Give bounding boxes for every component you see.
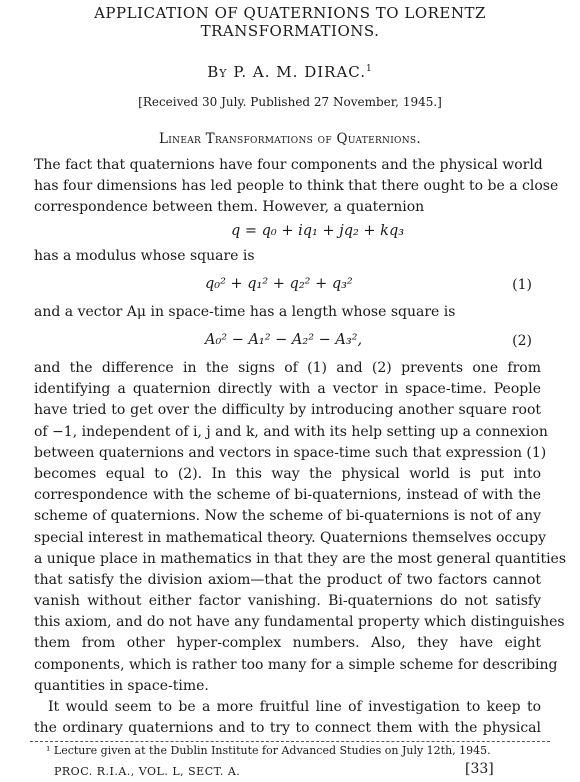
text-line: special interest in mathematical theory. Quaternions themselves occupy (34, 529, 546, 546)
text-line: scheme of quaternions. Now the scheme of bi-quaternions is not of any (34, 508, 541, 525)
equation-quaternion: q = q₀ + iq₁ + jq₂ + kq₃ (231, 223, 405, 239)
text-line: quantities in space-time. (34, 677, 209, 694)
text-line: between quaternions and vectors in space-time such that expression (1) (34, 444, 547, 461)
text-line: and a vector Aμ in space-time has a length whose square is (34, 304, 456, 320)
main-paragraph (34, 358, 567, 697)
footnote-rule (30, 741, 550, 742)
byline-by: By (207, 63, 228, 81)
journal-reference: PROC. R.I.A., VOL. L, SECT. A. (54, 765, 241, 778)
text-line: correspondence with the scheme of bi-quaternions, instead of with the (34, 487, 541, 504)
equation-number-1: (1) (512, 277, 532, 293)
equation-vector-length: A₀² − A₁² − A₂² − A₃², (205, 332, 363, 348)
text-line: has four dimensions has led people to think that there ought to be a close (34, 178, 559, 195)
text-line: the ordinary quaternions and to try to connect them with the physical (34, 720, 541, 737)
text-line: this axiom, and do not have any fundamental property which distinguishes (34, 614, 565, 631)
text-line: have tried to get over the difficulty by introducing another square root (34, 402, 541, 419)
text-line: correspondence between them. However, a quaternion (34, 199, 425, 216)
text-line: vanish without either factor vanishing. Bi-quaternions do not satisfy (34, 593, 541, 610)
text-line: It would seem to be a more fruitful line of investigation to keep to (48, 699, 541, 715)
title-line-2: TRANSFORMATIONS. (200, 22, 380, 40)
footnote: ¹ Lecture given at the Dublin Institute for Advanced Studies on July 12th, 1945. (46, 744, 491, 757)
text-line: and the difference in the signs of (1) and (2) prevents one from (34, 360, 541, 376)
title-line-1: APPLICATION OF QUATERNIONS TO LORENTZ (94, 4, 486, 22)
footnote-mark: 1 (366, 64, 373, 74)
text-line: them from other hyper-complex numbers. Also, they have eight (34, 635, 541, 652)
text-line: The fact that quaternions have four components and the physical world (34, 157, 543, 173)
text-line: of −1, independent of i, j and k, and with its help setting up a connexion (34, 423, 548, 440)
text-line: has a modulus whose square is (34, 248, 255, 264)
text-line: components, which is rather too many for a simple scheme for describing (34, 656, 558, 673)
intro-paragraph (34, 155, 559, 219)
text-line: identifying a quaternion directly with a vector in space-time. People (34, 381, 541, 398)
equation-modulus: q₀² + q₁² + q₂² + q₃² (205, 276, 353, 292)
text-line: a unique place in mathematics in that they are the most general quantities (34, 550, 567, 567)
page-number: [33] (465, 761, 494, 777)
text-line: becomes equal to (2). In this way the physical world is put into (34, 465, 541, 482)
received-dates: [Received 30 July. Published 27 November, 1945.] (138, 95, 442, 109)
byline (0, 63, 580, 81)
equation-number-2: (2) (512, 333, 532, 349)
text-line: that satisfy the division axiom—that the product of two factors cannot (34, 571, 541, 588)
closing-paragraph (34, 697, 541, 739)
section-heading: Linear Transformations of Quaternions. (159, 131, 421, 147)
author-name: P. A. M. DIRAC. (233, 63, 366, 81)
